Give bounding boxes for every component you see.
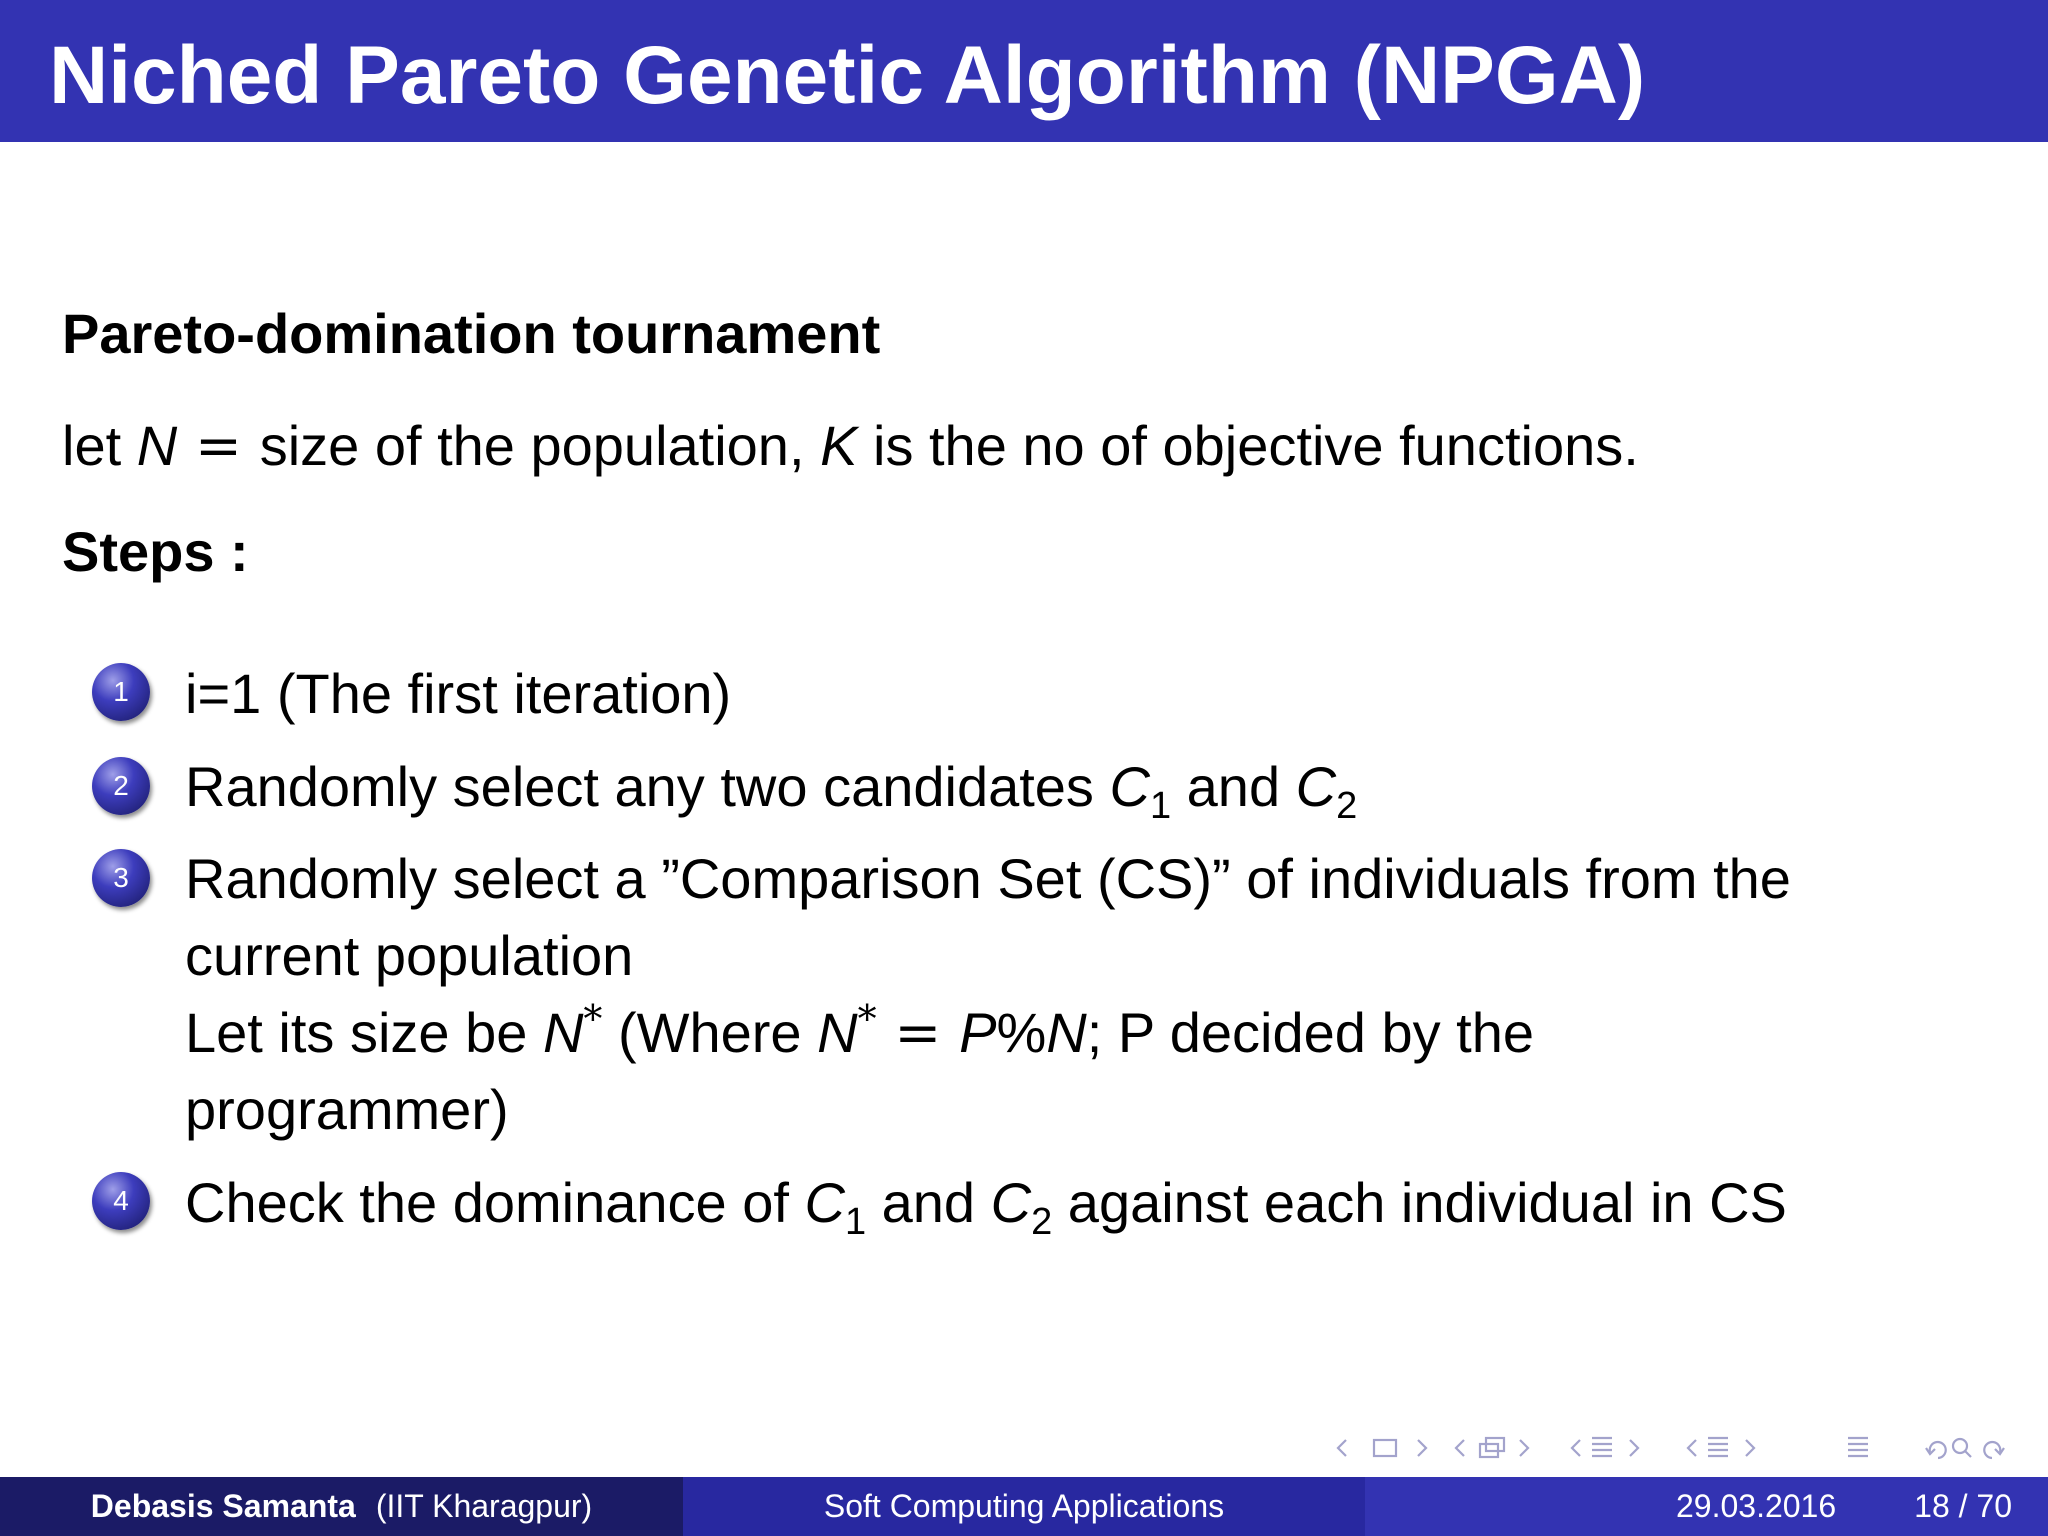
var-n: N bbox=[542, 1001, 584, 1064]
footer-course-section bbox=[683, 1477, 1365, 1536]
nav-left-arrow[interactable] bbox=[1688, 1440, 1696, 1456]
var-c: C bbox=[1109, 755, 1150, 818]
section-icon[interactable] bbox=[1592, 1438, 1612, 1456]
var-n: N bbox=[1046, 1001, 1087, 1064]
nav-left-arrow[interactable] bbox=[1456, 1440, 1464, 1456]
subscript: 1 bbox=[1149, 785, 1172, 827]
subscript: 2 bbox=[1336, 785, 1358, 827]
section-icon[interactable] bbox=[1708, 1438, 1728, 1456]
frame-icon[interactable] bbox=[1374, 1440, 1396, 1456]
percent-sign: % bbox=[996, 1001, 1047, 1064]
step-number-badge: 4 bbox=[92, 1172, 150, 1230]
title-bar bbox=[0, 0, 2048, 142]
footer-date: 29.03.2016 bbox=[1675, 1488, 1837, 1524]
step-text bbox=[185, 1164, 1787, 1241]
step-text-part: Randomly select any two candidates bbox=[185, 755, 1110, 818]
step-text-part: Check the dominance of bbox=[185, 1171, 805, 1234]
search-icon[interactable] bbox=[1953, 1439, 1971, 1457]
var-n: N bbox=[136, 414, 178, 477]
step-text-part: ; P decided by the bbox=[1086, 1001, 1535, 1064]
step-text-part: against each individual in CS bbox=[1052, 1171, 1787, 1234]
step-text-line bbox=[185, 994, 1534, 1072]
superscript: * bbox=[583, 997, 603, 1041]
step-text-line: Randomly select a ”Comparison Set (CS)” of individuals from the bbox=[185, 847, 1791, 910]
var-c: C bbox=[804, 1171, 845, 1234]
subsection-icon[interactable] bbox=[1480, 1438, 1504, 1457]
nav-right-arrow[interactable] bbox=[1630, 1440, 1638, 1456]
var-n: N bbox=[817, 1001, 858, 1064]
subscript: 2 bbox=[1031, 1201, 1053, 1243]
undo-icon[interactable] bbox=[1926, 1442, 1946, 1458]
slide-title: Niched Pareto Genetic Algorithm (NPGA) bbox=[49, 30, 1646, 121]
footer-author-section bbox=[0, 1477, 683, 1536]
superscript: * bbox=[857, 997, 877, 1041]
step-text-part: (Where bbox=[602, 1001, 818, 1064]
equals-sign: = bbox=[177, 414, 260, 479]
intro-text-1: let bbox=[62, 414, 137, 477]
footer bbox=[0, 1477, 2048, 1536]
step-number-badge: 3 bbox=[92, 849, 150, 907]
redo-icon[interactable] bbox=[1984, 1442, 2004, 1458]
intro-line bbox=[62, 414, 1639, 479]
beamer-nav-bar bbox=[1330, 1426, 2030, 1470]
section-icon[interactable] bbox=[1848, 1438, 1868, 1456]
var-c: C bbox=[990, 1171, 1032, 1234]
nav-right-arrow[interactable] bbox=[1418, 1440, 1426, 1456]
footer-affiliation: (IIT Kharagpur) bbox=[375, 1488, 593, 1524]
equals-sign: = bbox=[876, 1001, 960, 1066]
var-c: C bbox=[1295, 755, 1337, 818]
step-text-line: programmer) bbox=[185, 1078, 509, 1141]
step-number-badge: 2 bbox=[92, 757, 150, 815]
nav-right-arrow[interactable] bbox=[1520, 1440, 1528, 1456]
footer-course: Soft Computing Applications bbox=[823, 1488, 1225, 1524]
nav-left-arrow[interactable] bbox=[1572, 1440, 1580, 1456]
nav-symbols bbox=[1330, 1426, 2030, 1470]
step-text: i=1 (The first iteration) bbox=[185, 662, 732, 725]
step-text-part: and bbox=[866, 1171, 991, 1234]
steps-heading: Steps : bbox=[62, 520, 249, 583]
nav-right-arrow[interactable] bbox=[1746, 1440, 1754, 1456]
step-text-part: and bbox=[1171, 755, 1296, 818]
footer-page-number: 18 / 70 bbox=[1914, 1488, 2012, 1524]
footer-author: Debasis Samanta bbox=[90, 1488, 356, 1524]
step-text bbox=[185, 748, 1357, 825]
step-number-badge: 1 bbox=[92, 663, 150, 721]
step-text-line: current population bbox=[185, 924, 634, 987]
step-text-part: Let its size be bbox=[185, 1001, 543, 1064]
var-p: P bbox=[959, 1001, 997, 1064]
footer-date-section bbox=[1365, 1477, 2048, 1536]
section-heading: Pareto-domination tournament bbox=[62, 302, 881, 365]
intro-text-2: size of the population, bbox=[259, 414, 821, 477]
nav-left-arrow[interactable] bbox=[1338, 1440, 1346, 1456]
subscript: 1 bbox=[844, 1201, 867, 1243]
var-k: K bbox=[820, 414, 858, 477]
intro-text-3: is the no of objective functions. bbox=[857, 414, 1639, 477]
